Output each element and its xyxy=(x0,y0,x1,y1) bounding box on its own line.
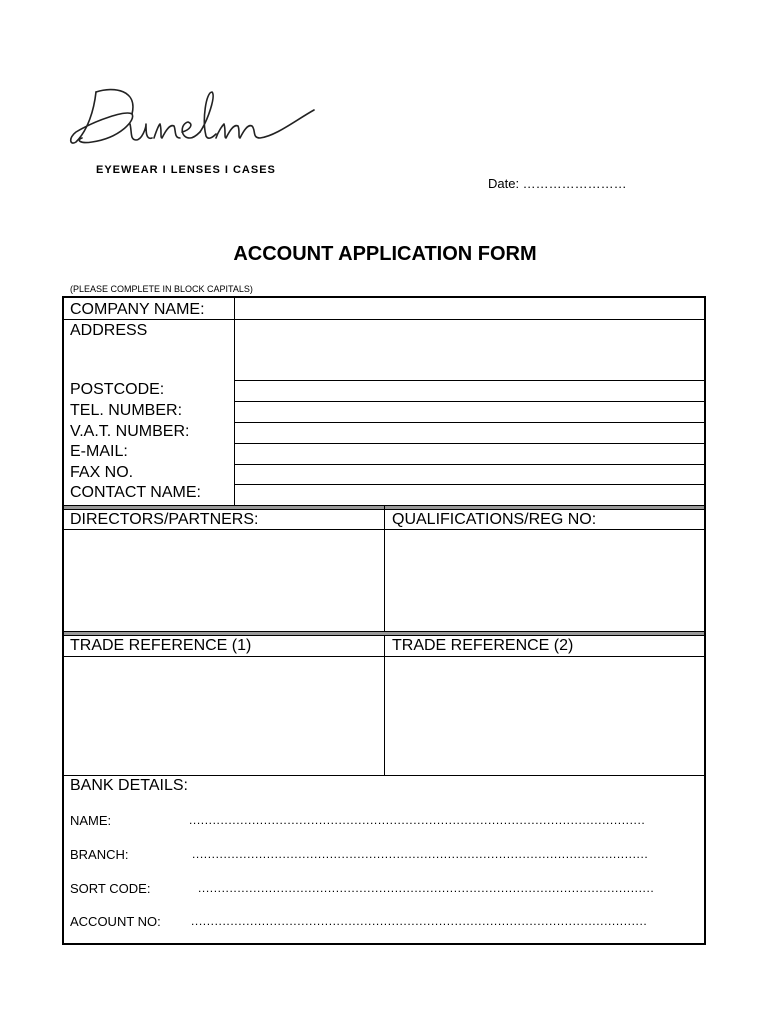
vat-number-label: V.A.T. NUMBER: xyxy=(70,423,190,440)
sort-code-field[interactable]: .................................................................................................................... xyxy=(198,881,655,895)
trade-reference-1-field[interactable] xyxy=(64,657,384,775)
contact-name-label: CONTACT NAME: xyxy=(70,484,201,501)
fax-label: FAX NO. xyxy=(70,464,134,481)
bank-name-field[interactable]: .................................................................................................................... xyxy=(189,813,646,827)
trade-reference-2-field[interactable] xyxy=(385,657,706,775)
bank-branch-field[interactable]: .................................................................................................................... xyxy=(192,847,649,861)
email-label: E-MAIL: xyxy=(70,443,128,460)
section-divider xyxy=(64,631,704,636)
directors-field[interactable] xyxy=(64,530,384,630)
postcode-label: POSTCODE: xyxy=(70,381,165,398)
vat-number-field[interactable] xyxy=(235,423,706,443)
bank-branch-label: BRANCH: xyxy=(70,847,129,862)
form-title: ACCOUNT APPLICATION FORM xyxy=(233,243,537,265)
trade-reference-1-label: TRADE REFERENCE (1) xyxy=(70,637,252,654)
sort-code-label: SORT CODE: xyxy=(70,881,151,896)
company-name-field[interactable] xyxy=(235,298,706,319)
application-form xyxy=(62,296,706,945)
email-field[interactable] xyxy=(235,444,706,464)
tel-number-field[interactable] xyxy=(235,402,706,422)
fax-field[interactable] xyxy=(235,465,706,484)
address-label: ADDRESS xyxy=(70,322,148,339)
qualifications-field[interactable] xyxy=(385,530,706,630)
brand-tagline: EYEWEAR I LENSES I CASES xyxy=(96,164,276,176)
account-no-field[interactable]: .................................................................................................................... xyxy=(191,914,648,928)
bank-details-heading: BANK DETAILS: xyxy=(70,777,188,794)
directors-label: DIRECTORS/PARTNERS: xyxy=(70,511,259,528)
address-field[interactable] xyxy=(235,320,706,380)
qualifications-label: QUALIFICATIONS/REG NO: xyxy=(392,511,597,528)
postcode-field[interactable] xyxy=(235,381,706,401)
account-no-label: ACCOUNT NO: xyxy=(70,914,161,929)
dunelm-logo xyxy=(66,80,326,150)
company-name-label: COMPANY NAME: xyxy=(70,301,205,318)
contact-name-field[interactable] xyxy=(235,485,706,505)
date-field[interactable]: Date: …………………… xyxy=(488,176,627,191)
block-capitals-note: (PLEASE COMPLETE IN BLOCK CAPITALS) xyxy=(70,284,253,294)
trade-reference-2-label: TRADE REFERENCE (2) xyxy=(392,637,574,654)
bank-name-label: NAME: xyxy=(70,813,112,828)
tel-number-label: TEL. NUMBER: xyxy=(70,402,183,419)
